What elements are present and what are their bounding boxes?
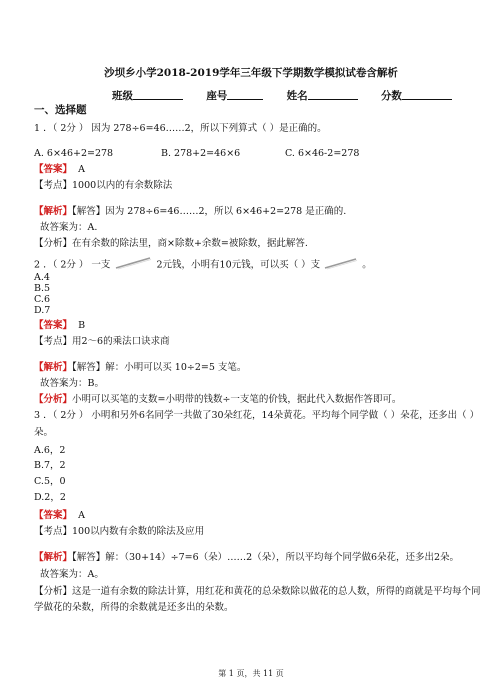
pen-icon-svg: [113, 256, 153, 270]
q2-stem-a: 2 ．（ 2分 ） 一支: [34, 259, 111, 271]
q1-option-a: A. 6×46+2=278: [34, 148, 114, 159]
q2-result: 故答案为：B。: [40, 378, 104, 389]
q1-fenxi: 【分析】在有余数的除法里，商×除数+余数=被除数，据此解答.: [34, 238, 308, 249]
q3-option-d: D.2，2: [34, 492, 66, 503]
q3-option-a: A.6，2: [34, 445, 66, 456]
q1-point: [34, 179, 172, 192]
page-title: 沙坝乡小学2018-2019学年三年级下学期数学模拟试卷含解析: [104, 67, 398, 79]
point-tag: 【考点】: [34, 336, 73, 347]
seat-field[interactable]: [227, 88, 263, 100]
q3-stem-line2: 朵。: [34, 427, 54, 438]
pen-icon-svg: [323, 256, 359, 270]
q1-point-text: 1000以内的有余数除法: [72, 180, 173, 191]
answer-tag: 【答案】: [34, 510, 73, 521]
section-heading: 一、选择题: [34, 104, 87, 116]
q3-point: [34, 525, 204, 538]
q3-stem-line1: 3 ．（ 2分 ） 小明和另外6名同学一共做了30朵红花，14朵黄花。平均每个同学做（ ）朵花，还多出（ ）: [34, 410, 480, 421]
point-tag: 【考点】: [34, 180, 73, 191]
analysis-tag: 【解析】: [34, 206, 73, 217]
score-field[interactable]: [402, 88, 452, 100]
score-label: 分数: [380, 90, 402, 102]
q2-analysis-text: 【解答】解：小明可以买 10÷2=5 支笔。: [72, 362, 247, 373]
class-label: 班级: [112, 90, 133, 102]
q2-answer-value: B: [78, 320, 86, 331]
q1-result: 故答案为：A.: [40, 222, 98, 233]
q2-point: [34, 335, 170, 348]
q1-analysis-text: 【解答】因为 278÷6=46……2，所以 6×46+2=278 是正确的.: [72, 206, 347, 217]
q1-analysis: [34, 205, 346, 218]
q2-fenxi-text: 小明可以买笔的支数=小明带的钱数÷一支笔的价钱，据此代入数据作答即可。: [72, 394, 402, 405]
q1-option-b: B. 278+2=46×6: [161, 148, 241, 159]
class-field[interactable]: [133, 88, 183, 100]
name-field[interactable]: [308, 88, 358, 100]
q1-answer: [34, 163, 85, 176]
point-tag: 【考点】: [34, 526, 73, 537]
q2-stem-b: 2元钱，小明有10元钱，可以买（ ）支: [156, 259, 321, 271]
fenxi-tag: 【分析】: [34, 394, 73, 405]
q3-analysis: [34, 551, 459, 564]
q3-option-b: B.7，2: [34, 460, 66, 471]
q1-option-c: C. 6×46-2=278: [285, 148, 360, 159]
q3-answer-value: A: [78, 510, 85, 521]
q1-stem: 1 ．（ 2分 ） 因为 278÷6=46……2，所以下列算式（ ）是正确的。: [34, 123, 327, 134]
answer-tag: 【答案】: [34, 320, 73, 331]
q2-stem-c: 。: [362, 259, 372, 271]
q2-option-d: D.7: [34, 305, 51, 316]
q3-fenxi-line2: 学做花的朵数，所得的余数就是还多出的朵数。: [34, 602, 234, 613]
q2-option-c: C.6: [34, 294, 50, 305]
q2-option-b: B.5: [34, 283, 51, 294]
student-info-row: [112, 88, 452, 103]
q3-option-c: C.5，0: [34, 476, 66, 487]
pen-icon: [113, 256, 153, 274]
answer-tag: 【答案】: [34, 164, 73, 175]
q2-fenxi: [34, 393, 401, 406]
page-footer: 第 1 页，共 11 页: [218, 669, 284, 678]
analysis-tag: 【解析】: [34, 552, 73, 563]
q3-fenxi-line1: 【分析】这是一道有余数的除法计算，用红花和黄花的总朵数除以做花的总人数，所得的商就是平均每个同: [34, 586, 481, 597]
q3-analysis-text: 【解答】解：（30+14）÷7=6（朵）……2（朵），所以平均每个同学做6朵花，还多出2朵。: [72, 552, 460, 563]
q2-point-text: 用2～6的乘法口诀求商: [72, 336, 170, 347]
analysis-tag: 【解析】: [34, 362, 73, 373]
name-label: 姓名: [286, 90, 308, 102]
pen-icon: [323, 256, 359, 274]
q2-answer: [34, 319, 85, 332]
q2-option-a: A.4: [34, 272, 50, 283]
q2-stem: [34, 256, 372, 274]
q3-point-text: 100以内数有余数的除法及应用: [72, 526, 205, 537]
seat-label: 座号: [206, 90, 228, 102]
q1-answer-value: A: [78, 164, 85, 175]
q2-analysis: [34, 361, 246, 374]
q3-answer: [34, 509, 85, 522]
q3-result: 故答案为：A。: [40, 569, 104, 580]
